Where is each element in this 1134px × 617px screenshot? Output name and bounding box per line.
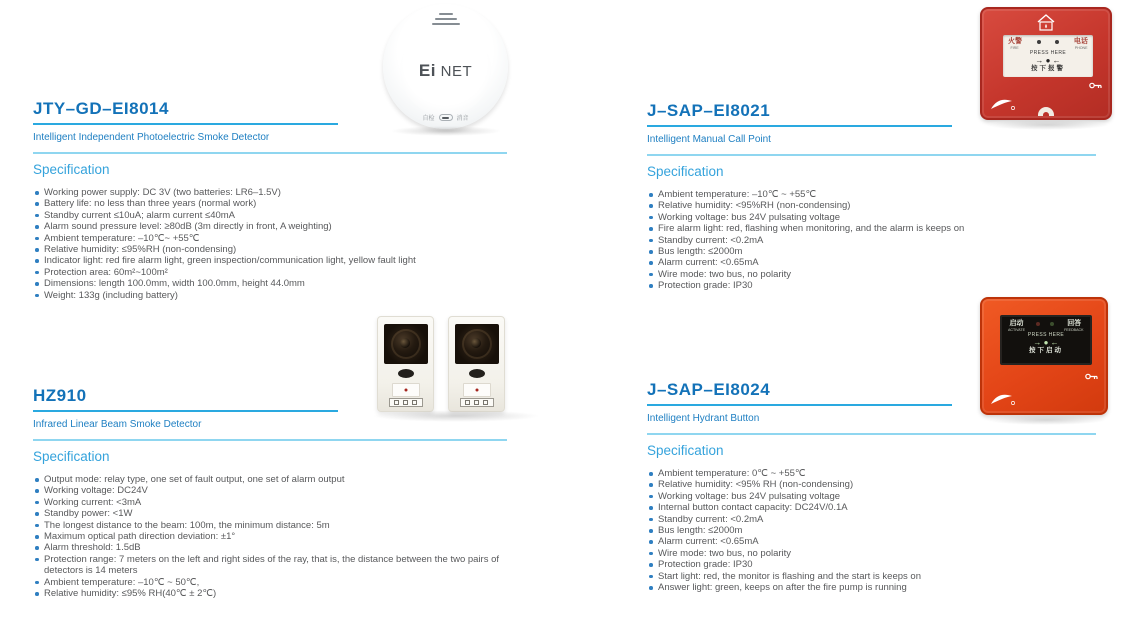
spec-item: Indicator light: red fire alarm light, green inspection/communication light, yellow fault light (33, 255, 507, 266)
lens-window (455, 324, 499, 364)
fire-label-cn: 火警 (1008, 38, 1022, 45)
product-subtitle: Intelligent Hydrant Button (647, 413, 760, 424)
section-divider (33, 439, 507, 441)
title-underline (647, 404, 952, 406)
product-subtitle: Intelligent Independent Photoelectric Smoke Detector (33, 132, 270, 143)
spec-item: Relative humidity: ≤95%RH (non-condensing) (33, 244, 507, 255)
spec-item: Alarm current: <0.65mA (647, 536, 1096, 547)
section-divider (647, 154, 1096, 156)
lens-icon (391, 329, 421, 359)
spec-item: Internal button contact capacity: DC24V/0.1A (647, 502, 1096, 513)
lens-icon (462, 329, 492, 359)
press-alarm-label: 按下报警 (1031, 65, 1065, 72)
label-plate (389, 398, 423, 407)
spec-heading: Specification (33, 449, 110, 464)
house-fire-icon (1035, 13, 1057, 32)
brand-logo: Ei NET (418, 60, 473, 80)
spec-item: Alarm sound pressure level: ≥80dB (3m directly in front, A weighting) (33, 221, 507, 232)
start-label-en: ACTIVATE (1007, 327, 1026, 332)
product-subtitle: Infrared Linear Beam Smoke Detector (33, 419, 202, 430)
phone-led-icon (1055, 40, 1059, 44)
hydrant-button-image (980, 297, 1108, 415)
key-icon (1089, 81, 1103, 90)
product-title: J–SAP–EI8021 (647, 101, 771, 120)
spec-heading: Specification (33, 162, 110, 177)
title-underline (33, 410, 338, 412)
product-subtitle: Intelligent Manual Call Point (647, 134, 771, 145)
red-led-icon (475, 389, 478, 392)
speaker-vent-icon (383, 13, 508, 25)
press-here-label: PRESS HERE (1029, 50, 1067, 56)
red-led-icon (404, 389, 407, 392)
spec-item: Working current: <3mA (33, 497, 507, 508)
phone-label-cn: 电话 (1073, 38, 1088, 45)
section-divider (33, 152, 507, 154)
indicator-card (392, 383, 420, 397)
sensor-knob (398, 369, 414, 378)
phone-label-en: PHONE (1074, 45, 1088, 50)
spec-list (33, 187, 507, 301)
mute-label: 消音 (456, 116, 469, 122)
hydrant-panel (1000, 315, 1092, 365)
brand-swoosh-icon (990, 97, 1016, 112)
smoke-detector-shadow (390, 126, 502, 136)
spec-item: Battery life: no less than three years (normal work) (33, 198, 507, 209)
spec-item: Working voltage: bus 24V pulsating voltage (647, 491, 1096, 502)
answer-label-en: FEEDBACK (1064, 327, 1084, 332)
product-title: J–SAP–EI8024 (647, 380, 771, 399)
spec-item: Standby current: <0.2mA (647, 514, 1096, 525)
spec-item: Working power supply: DC 3V (two batteries: LR6–1.5V) (33, 187, 507, 198)
detector-dome (400, 25, 491, 116)
label-plate (460, 398, 494, 407)
sensor-knob (469, 369, 485, 378)
fire-label-en: FIRE (1010, 45, 1020, 50)
spec-item: Working voltage: bus 24V pulsating voltage (647, 212, 1096, 223)
product-title: JTY–GD–EI8014 (33, 99, 169, 118)
title-underline (33, 123, 338, 125)
spec-list (647, 189, 1096, 292)
beam-detector-shadow (372, 410, 540, 422)
spec-item: Output mode: relay type, one set of fault output, one set of alarm output (33, 474, 507, 485)
spec-item: Ambient temperature: 0℃ ~ +55℃ (647, 468, 1096, 479)
spec-item: Dimensions: length 100.0mm, width 100.0mm, height 44.0mm (33, 278, 507, 289)
spec-item: Ambient temperature: –10℃~ +55℃ (33, 233, 507, 244)
spec-item: Standby current ≤10uA; alarm current ≤40mA (33, 210, 507, 221)
spec-item: Relative humidity: <95%RH (non-condensing) (647, 200, 1096, 211)
brand-swoosh-icon (990, 392, 1016, 407)
spec-item: Protection grade: IP30 (647, 280, 1096, 291)
press-start-label: 按下启动 (1029, 347, 1063, 354)
indicator-card (463, 383, 491, 397)
start-led-icon (1036, 322, 1040, 326)
section-divider (647, 433, 1096, 435)
spec-item: Standby power: <1W (33, 508, 507, 519)
spec-list (647, 468, 1096, 593)
spec-item: Ambient temperature: –10℃ ~ +55℃ (647, 189, 1096, 200)
spec-item: Weight: 133g (including battery) (33, 290, 507, 301)
start-label-cn: 启动 (1009, 320, 1024, 327)
spec-item: Standby current: <0.2mA (647, 235, 1096, 246)
spec-item: Start light: red, the monitor is flashing and the start is keeps on (647, 571, 1096, 582)
smoke-detector-image (383, 4, 508, 129)
spec-item: Protection area: 60m²~100m² (33, 267, 507, 278)
spec-item: Working voltage: DC24V (33, 485, 507, 496)
spec-item: Protection grade: IP30 (647, 559, 1096, 570)
press-arrows-icon: → ● ← (1033, 338, 1059, 347)
spec-item: Maximum optical path direction deviation: ±1° (33, 531, 507, 542)
self-test-label: 自检 (422, 116, 435, 122)
call-point-image (980, 7, 1112, 120)
detector-buttons-row (383, 113, 508, 122)
spec-heading: Specification (647, 443, 724, 458)
spec-item: Alarm threshold: 1.5dB (33, 542, 507, 553)
spec-item: Protection range: 7 meters on the left and right sides of the ray, that is, the distance between the two pairs of detectors is 14 meters (33, 554, 507, 577)
fire-led-icon (1037, 40, 1041, 44)
spec-item: Fire alarm light: red, flashing when monitoring, and the alarm is keeps on (647, 223, 1096, 234)
call-point-panel (1003, 35, 1093, 77)
answer-led-icon (1050, 322, 1054, 326)
spec-item: Ambient temperature: –10℃ ~ 50℃, (33, 577, 507, 588)
beam-detector-image (448, 316, 505, 412)
spec-item: The longest distance to the beam: 100m, the minimum distance: 5m (33, 520, 507, 531)
title-underline (647, 125, 952, 127)
spec-item: Wire mode: two bus, no polarity (647, 269, 1096, 280)
spec-heading: Specification (647, 164, 724, 179)
spec-item: Bus length: ≤2000m (647, 246, 1096, 257)
product-title: HZ910 (33, 386, 87, 405)
call-point-shadow (985, 120, 1109, 130)
spec-item: Relative humidity: ≤95% RH(40℃ ± 2℃) (33, 588, 507, 599)
spec-item: Alarm current: <0.65mA (647, 257, 1096, 268)
spec-item: Answer light: green, keeps on after the fire pump is running (647, 582, 1096, 593)
key-icon (1085, 372, 1099, 381)
spec-list (33, 474, 507, 599)
press-here-label: PRESS HERE (1027, 332, 1065, 338)
beam-detector-image (377, 316, 434, 412)
hydrant-button-shadow (985, 415, 1107, 425)
lens-window (384, 324, 428, 364)
spec-item: Wire mode: two bus, no polarity (647, 548, 1096, 559)
spec-item: Relative humidity: <95% RH (non-condensing) (647, 479, 1096, 490)
spec-item: Bus length: ≤2000m (647, 525, 1096, 536)
press-arrows-icon: → ● ← (1035, 56, 1061, 65)
mute-button-icon (439, 114, 453, 121)
handset-arc-icon (1038, 107, 1054, 116)
answer-label-cn: 回答 (1067, 320, 1082, 327)
